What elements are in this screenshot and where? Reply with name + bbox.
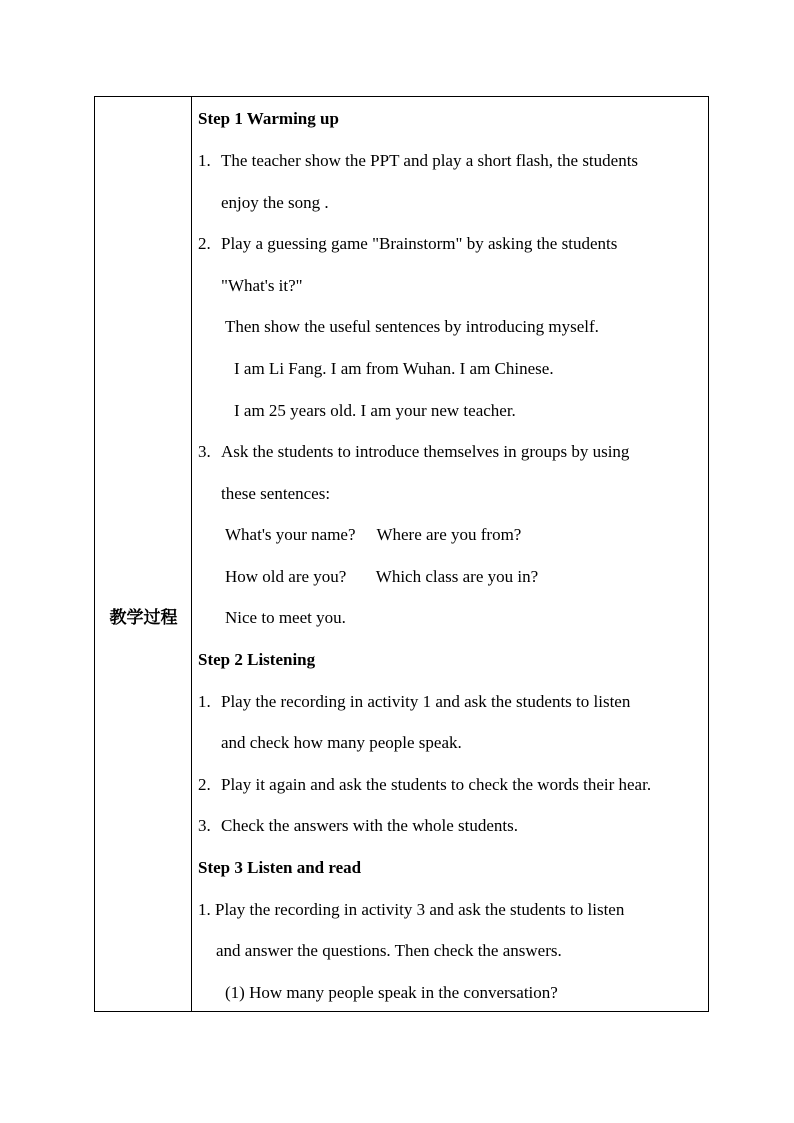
list-continuation: and check how many people speak.: [221, 733, 462, 752]
list-text: Ask the students to introduce themselves in groups by using: [221, 442, 630, 461]
list-item: [198, 816, 518, 836]
example-sentence: How old are you? Which class are you in?: [225, 567, 539, 586]
step-heading: Step 2 Listening: [198, 650, 316, 669]
list-item: [198, 442, 629, 462]
list-number: 1.: [198, 692, 211, 711]
lesson-table: [94, 96, 709, 1012]
list-item: [198, 775, 651, 795]
list-continuation: and answer the questions. Then check the answers.: [216, 941, 562, 960]
content-cell: [192, 97, 708, 1011]
section-label: 教学过程: [109, 608, 178, 628]
list-text: Check the answers with the whole students.: [221, 816, 518, 835]
list-item: [198, 692, 630, 712]
list-text: Play a guessing game "Brainstorm" by asking the students: [221, 234, 618, 253]
list-text: Play the recording in activity 1 and ask the students to listen: [221, 692, 631, 711]
example-sentence: I am Li Fang. I am from Wuhan. I am Chinese.: [234, 359, 554, 378]
example-sentence: Nice to meet you.: [225, 608, 346, 627]
paragraph-line: Then show the useful sentences by introducing myself.: [225, 317, 599, 336]
list-number: 2.: [198, 234, 211, 253]
section-label-cell: [95, 97, 192, 1011]
example-sentence: I am 25 years old. I am your new teacher.: [234, 401, 516, 420]
step-heading: Step 3 Listen and read: [198, 858, 362, 877]
step-heading: Step 1 Warming up: [198, 109, 339, 128]
list-continuation: these sentences:: [221, 484, 331, 503]
list-item: [198, 151, 638, 171]
list-continuation: enjoy the song .: [221, 193, 329, 212]
list-item: [198, 234, 617, 254]
list-continuation: "What's it?": [221, 276, 303, 295]
example-sentence: What's your name? Where are you from?: [225, 525, 522, 544]
list-text: Play it again and ask the students to check the words their hear.: [221, 775, 652, 794]
list-number: 3.: [198, 816, 211, 835]
list-number: 1.: [198, 151, 211, 170]
list-number: 3.: [198, 442, 211, 461]
list-text: The teacher show the PPT and play a short flash, the students: [221, 151, 639, 170]
question-item: (1) How many people speak in the conversation?: [225, 983, 558, 1002]
list-item: 1. Play the recording in activity 3 and ask the students to listen: [198, 900, 625, 919]
list-number: 2.: [198, 775, 211, 794]
